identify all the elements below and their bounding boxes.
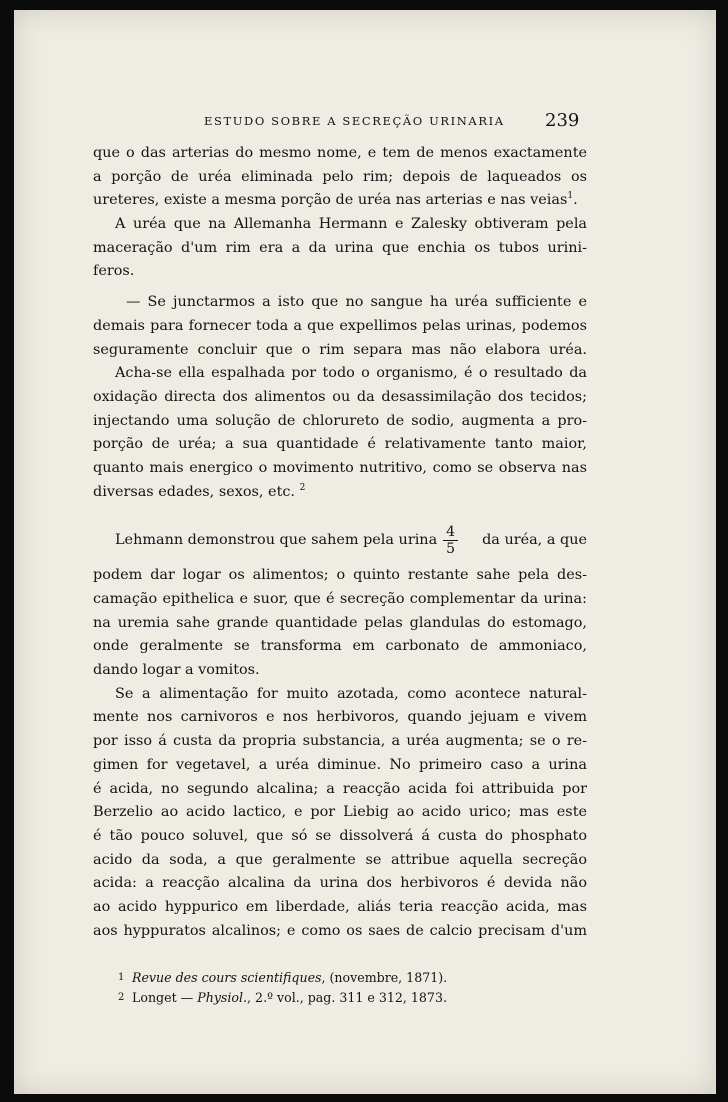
text-line: quanto mais energico o movimento nutritivo, como se observa nas: [93, 459, 587, 476]
text-line: é acida, no segundo alcalina; a reacção acida foi attribuida por: [93, 780, 587, 797]
footnote-ref: 2: [299, 482, 306, 493]
text-line: a porção de uréa eliminada pelo rim; depois de laqueados os: [93, 168, 587, 185]
text-line-content: diversas edades, sexos, etc.: [93, 483, 295, 500]
text-line: ao acido hyppurico em liberdade, aliás teria reacção acida, mas: [93, 898, 587, 915]
text-line: camação epithelica e suor, que é secreção complementar da urina:: [93, 591, 587, 607]
footnote: [118, 968, 588, 988]
text-line: porção de uréa; a sua quantidade é relativamente tanto maior,: [93, 436, 587, 453]
text-line: Berzelio ao acido lactico, e por Liebig ao acido urico; mas este: [93, 804, 587, 821]
text-line: gimen for vegetavel, a uréa diminue. No primeiro caso a urina: [93, 756, 587, 773]
paragraph: [93, 291, 587, 362]
footnote-post: , (novembre, 1871).: [321, 970, 448, 985]
running-title: ESTUDO SOBRE A SECREÇÃO URINARIA: [204, 114, 505, 128]
fraction: [443, 524, 458, 557]
text-line: podem dar logar os alimentos; o quinto restante sahe pela des-: [93, 567, 587, 584]
text-line: feros.: [93, 263, 135, 280]
text-line: que o das arterias do mesmo nome, e tem de menos exactamente: [93, 145, 587, 161]
paragraph: [93, 683, 587, 944]
footnotes: [118, 968, 588, 1008]
text-line: A uréa que na Allemanha Hermann e Zalesky obtiveram pela: [115, 216, 587, 233]
text-line: mente nos carnivoros e nos herbivoros, quando jejuam e vivem: [93, 709, 587, 726]
footnote-mark: 2: [118, 992, 125, 1003]
text-line: Acha-se ella espalhada por todo o organismo, é o resultado da: [115, 365, 587, 382]
body-text: [93, 142, 587, 943]
page-number: 239: [545, 110, 580, 131]
text-line: por isso á custa da propria substancia, a uréa augmenta; se o re-: [93, 733, 587, 750]
fraction-line-before: Lehmann demonstrou que sahem pela urina: [115, 532, 438, 549]
text-line-content: ureteres, existe a mesma porção de uréa nas arterias e nas veias: [93, 192, 568, 209]
paragraph: [93, 213, 587, 284]
fraction-line: [93, 516, 587, 564]
page-header: [14, 112, 716, 132]
book-page: [14, 10, 716, 1094]
text-line: acida: a reacção alcalina da urina dos herbivoros é devida não: [93, 875, 587, 892]
footnote-title: Revue des cours scientifiques: [132, 970, 322, 985]
text-line: — Se junctarmos a isto que no sangue ha uréa sufficiente e: [126, 294, 587, 311]
text-line: maceração d'um rim era a da urina que enchia os tubos urini-: [93, 239, 587, 256]
paragraph: [93, 362, 587, 504]
text-line: ureteres, existe a mesma porção de uréa nas arterias e nas veias$^1$.: [93, 191, 578, 209]
text-line: Se a alimentação for muito azotada, como acontece natural-: [115, 685, 587, 702]
text-line: é tão pouco soluvel, que só se dissolverá á custa do phosphato: [93, 827, 587, 844]
footnote-post: , 2.º vol., pag. 311 e 312, 1873.: [247, 990, 447, 1005]
footnote-ref: 1: [567, 191, 574, 202]
text-line: injectando uma solução de chlorureto de sodio, augmenta a pro-: [93, 412, 587, 429]
footnote-pre: Longet —: [132, 990, 198, 1005]
footnote-mark: 1: [118, 972, 125, 983]
paragraph: [93, 564, 587, 682]
text-line: dando logar a vomitos.: [93, 662, 260, 679]
footnote-title: Physiol.: [197, 990, 248, 1005]
text-line: seguramente concluir que o rim separa mas não elabora uréa.: [93, 341, 587, 358]
fraction-numerator: 4: [443, 524, 458, 541]
footnote: [118, 988, 588, 1008]
text-line: onde geralmente se transforma em carbonato de ammoniaco,: [93, 638, 587, 655]
paragraph: [93, 142, 587, 213]
text-line: na uremia sahe grande quantidade pelas glandulas do estomago,: [93, 614, 587, 631]
text-line: oxidação directa dos alimentos ou da desassimilação dos tecidos;: [93, 388, 587, 405]
text-line: acido da soda, a que geralmente se attribue aquella secreção: [93, 851, 587, 868]
fraction-denominator: 5: [446, 540, 456, 557]
text-line: [93, 481, 587, 505]
text-line: aos hyppuratos alcalinos; e como os saes de calcio precisam d'um: [93, 922, 587, 939]
fraction-line-after: da uréa, a que: [482, 532, 587, 549]
text-line: demais para fornecer toda a que expellimos pelas urinas, podemos: [93, 317, 587, 334]
